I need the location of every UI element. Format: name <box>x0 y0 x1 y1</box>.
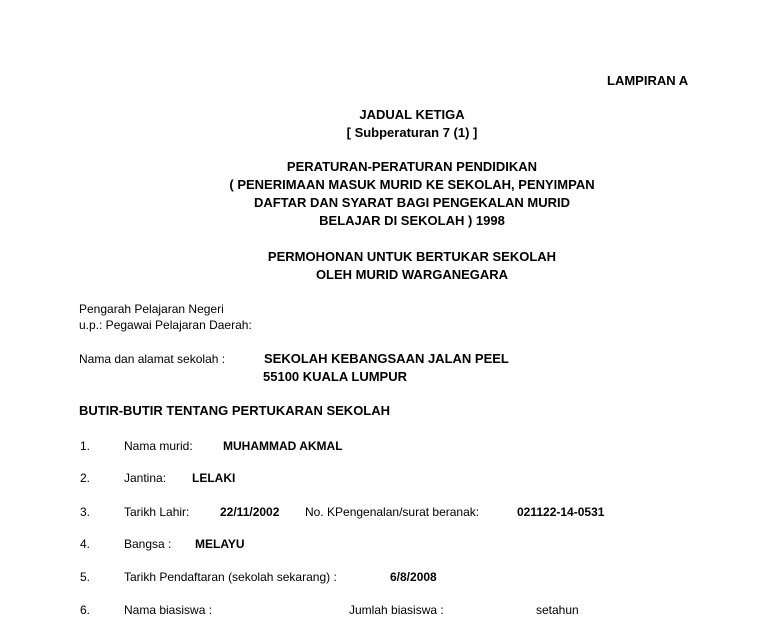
subregulation: [ Subperaturan 7 (1) ] <box>346 125 478 140</box>
regulation-line: ( PENERIMAAN MASUK MURID KE SEKOLAH, PENYIMPAN <box>229 177 595 192</box>
ic-number-label: No. KPengenalan/surat beranak: <box>305 505 480 519</box>
race-value: MELAYU <box>195 537 245 551</box>
regulation-line: PERATURAN-PERATURAN PENDIDIKAN <box>286 159 538 174</box>
registration-date-value: 6/8/2008 <box>390 570 437 584</box>
addressee-line: Pengarah Pelajaran Negeri <box>79 302 224 316</box>
registration-date-label: Tarikh Pendaftaran (sekolah sekarang) : <box>124 570 337 584</box>
birthdate-label: Tarikh Lahir: <box>124 505 190 519</box>
school-name: SEKOLAH KEBANGSAAN JALAN PEEL <box>264 351 509 366</box>
gender-value: LELAKI <box>192 471 236 485</box>
birthdate-value: 22/11/2002 <box>220 505 280 519</box>
appendix-label: LAMPIRAN A <box>607 73 689 88</box>
gender-label: Jantina: <box>124 471 167 485</box>
ic-number-value: 021122-14-0531 <box>517 505 605 519</box>
item-number: 1. <box>80 439 91 453</box>
scholarship-amount-label: Jumlah biasiswa : <box>349 603 444 617</box>
addressee-line: u.p.: Pegawai Pelajaran Daerah: <box>79 318 252 332</box>
race-label: Bangsa : <box>124 537 172 551</box>
item-number: 6. <box>80 603 91 617</box>
regulation-line: DAFTAR DAN SYARAT BAGI PENGEKALAN MURID <box>253 195 571 210</box>
school-address: 55100 KUALA LUMPUR <box>263 369 407 384</box>
regulation-line: BELAJAR DI SEKOLAH ) 1998 <box>319 213 505 228</box>
section-title: BUTIR-BUTIR TENTANG PERTUKARAN SEKOLAH <box>79 403 391 418</box>
student-name-label: Nama murid: <box>124 439 193 453</box>
item-number: 2. <box>80 471 91 485</box>
form-title: OLEH MURID WARGANEGARA <box>315 267 509 282</box>
student-name-value: MUHAMMAD AKMAL <box>223 439 343 453</box>
item-number: 3. <box>80 505 91 519</box>
schedule-title: JADUAL KETIGA <box>359 107 465 122</box>
school-label: Nama dan alamat sekolah : <box>79 352 226 366</box>
form-title: PERMOHONAN UNTUK BERTUKAR SEKOLAH <box>267 249 557 264</box>
item-number: 4. <box>80 537 91 551</box>
per-year-label: setahun <box>536 603 579 617</box>
item-number: 5. <box>80 570 91 584</box>
scholarship-name-label: Nama biasiswa : <box>124 603 213 617</box>
